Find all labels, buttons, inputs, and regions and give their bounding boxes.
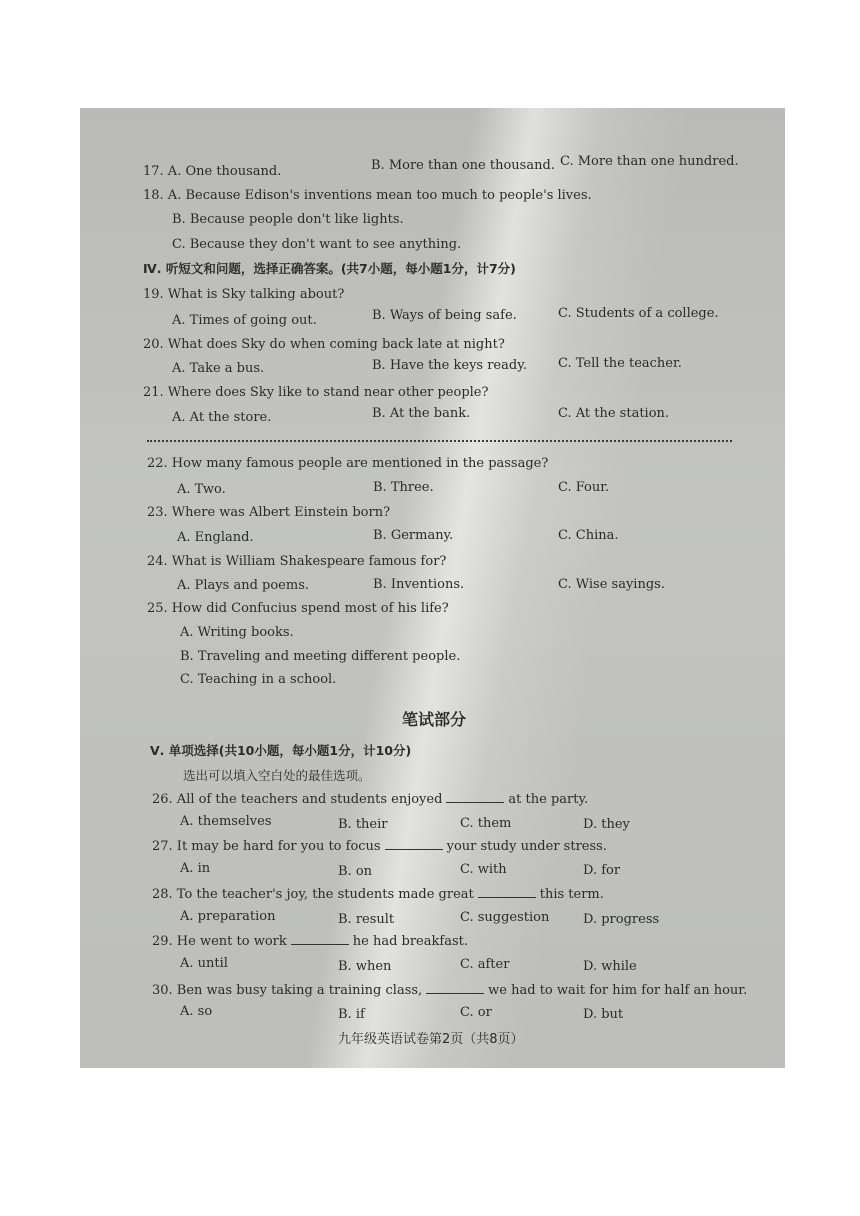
q28-stem-end: this term. [539, 887, 604, 902]
q19-option-b: B. Ways of being safe. [372, 308, 517, 323]
q28-option-b: B. result [338, 912, 395, 927]
q19-question: 19. What is Sky talking about? [143, 287, 345, 302]
exam-page-photo [80, 108, 785, 1068]
q21-option-a: A. At the store. [172, 410, 272, 425]
q28-option-c: C. suggestion [460, 910, 550, 925]
q27-stem-end: your study under stress. [446, 839, 607, 854]
q29-option-a: A. until [180, 956, 228, 971]
q23-question: 23. Where was Albert Einstein born? [147, 505, 391, 520]
q17-option-b: B. More than one thousand. [371, 158, 555, 173]
q18-option-c: C. Because they don't want to see anything. [172, 237, 462, 252]
q26-stem-end: at the party. [508, 792, 589, 807]
q29-stem-end: he had breakfast. [352, 934, 468, 949]
q24-option-b: B. Inventions. [373, 577, 465, 592]
written-part-heading: 笔试部分 [402, 710, 467, 729]
q26-blank [446, 791, 504, 803]
q24-option-c: C. Wise sayings. [558, 577, 665, 592]
q19-option-a: A. Times of going out. [172, 313, 317, 328]
section-4-heading: Ⅳ. 听短文和问题，选择正确答案。(共7小题，每小题1分，计7分) [143, 261, 516, 276]
q27-option-b: B. on [338, 864, 373, 879]
q30-option-d: D. but [583, 1007, 624, 1022]
q18-option-b: B. Because people don't like lights. [172, 212, 404, 227]
q25-question: 25. How did Confucius spend most of his life? [147, 601, 449, 616]
q23-option-b: B. Germany. [373, 528, 454, 543]
q25-option-c: C. Teaching in a school. [180, 672, 337, 687]
q27-option-d: D. for [583, 863, 621, 878]
q28-stem: 28. To the teacher's joy, the students made great [152, 887, 474, 902]
exam-sheet [80, 108, 785, 1068]
q25-option-b: B. Traveling and meeting different people. [180, 649, 461, 664]
q26-option-a: A. themselves [180, 814, 272, 829]
q17-option-a: 17. A. One thousand. [143, 164, 282, 179]
page-footer: 九年级英语试卷第2页（共8页） [338, 1032, 524, 1047]
q20-question: 20. What does Sky do when coming back late at night? [143, 337, 505, 352]
q26-option-b: B. their [338, 817, 388, 832]
q26-option-c: C. them [460, 816, 512, 831]
dotted-separator [147, 440, 732, 442]
q27-option-c: C. with [460, 862, 507, 877]
q21-option-c: C. At the station. [558, 406, 670, 421]
q20-option-c: C. Tell the teacher. [558, 356, 682, 371]
q23-option-c: C. China. [558, 528, 619, 543]
q19-option-c: C. Students of a college. [558, 306, 719, 321]
q29-blank [291, 933, 349, 945]
q18-option-a: 18. A. Because Edison's inventions mean too much to people's lives. [143, 188, 592, 203]
q27-question [152, 838, 607, 855]
q28-question [152, 886, 604, 903]
q30-option-a: A. so [180, 1004, 213, 1019]
q27-blank [385, 838, 443, 850]
q28-option-d: D. progress [583, 912, 660, 927]
q30-stem: 30. Ben was busy taking a training class, [152, 983, 423, 998]
q22-option-b: B. Three. [373, 480, 434, 495]
q30-option-b: B. if [338, 1007, 365, 1022]
q29-stem: 29. He went to work [152, 934, 287, 949]
q20-option-a: A. Take a bus. [172, 361, 265, 376]
q20-option-b: B. Have the keys ready. [372, 358, 527, 373]
section-5-heading: Ⅴ. 单项选择(共10小题，每小题1分，计10分) [150, 743, 412, 758]
q27-option-a: A. in [180, 861, 211, 876]
q22-question: 22. How many famous people are mentioned in the passage? [147, 456, 549, 471]
q22-option-c: C. Four. [558, 480, 610, 495]
q28-blank [478, 886, 536, 898]
q17-option-c: C. More than one hundred. [560, 154, 739, 169]
q29-question [152, 933, 468, 950]
q29-option-c: C. after [460, 957, 510, 972]
q26-option-d: D. they [583, 817, 630, 832]
q24-option-a: A. Plays and poems. [177, 578, 310, 593]
q24-question: 24. What is William Shakespeare famous for? [147, 554, 447, 569]
q25-option-a: A. Writing books. [180, 625, 294, 640]
q28-option-a: A. preparation [180, 909, 276, 924]
q23-option-a: A. England. [177, 530, 254, 545]
section-5-instruction: 选出可以填入空白处的最佳选项。 [183, 768, 371, 783]
q26-question [152, 791, 588, 808]
q29-option-b: B. when [338, 959, 392, 974]
q22-option-a: A. Two. [177, 482, 226, 497]
q30-question [152, 982, 747, 999]
q30-stem-end: we had to wait for him for half an hour. [488, 983, 748, 998]
q27-stem: 27. It may be hard for you to focus [152, 839, 381, 854]
q21-option-b: B. At the bank. [372, 406, 471, 421]
q30-blank [426, 982, 484, 994]
q29-option-d: D. while [583, 959, 637, 974]
q26-stem: 26. All of the teachers and students enjoyed [152, 792, 443, 807]
q30-option-c: C. or [460, 1005, 492, 1020]
q21-question: 21. Where does Sky like to stand near other people? [143, 385, 489, 400]
